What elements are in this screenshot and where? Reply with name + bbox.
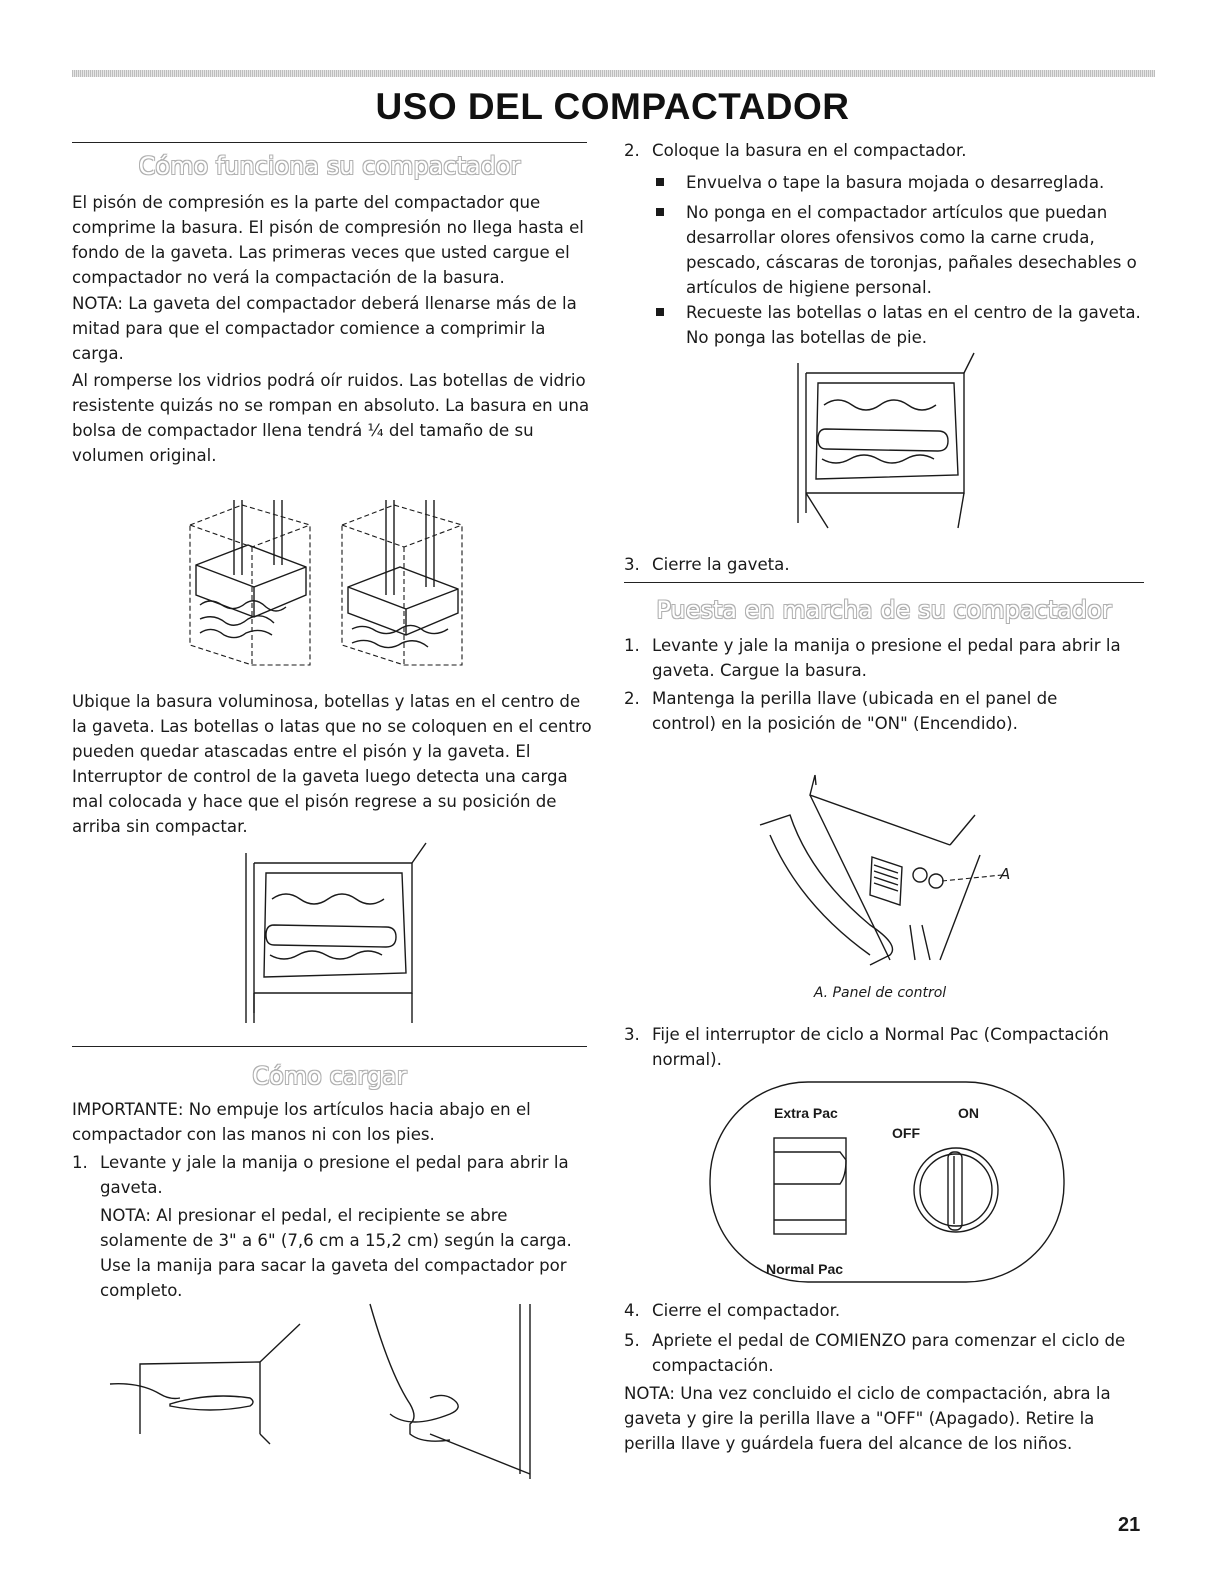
section-heading-how-it-works: Cómo funciona su compactador bbox=[138, 152, 521, 180]
step-text: Cierre el compactador. bbox=[652, 1301, 841, 1320]
bullet-text: Envuelva o tape la basura mojada o desarreglada. bbox=[686, 173, 1105, 192]
step-number: 5. bbox=[624, 1331, 640, 1350]
step-text: Coloque la basura en el compactador. bbox=[652, 141, 967, 160]
step-item bbox=[624, 1298, 1144, 1323]
paragraph: Al romperse los vidrios podrá oír ruidos. Las botellas de vidrio resistente quizás no se rompan en absoluto. La basura en una bolsa de compactador llena tendrá ¼ del tamaño de su volumen original. bbox=[72, 371, 590, 465]
compression-ram-illustration bbox=[182, 495, 482, 675]
paragraph-note: NOTA: La gaveta del compactador deberá llenarse más de la mitad para que el compactador comience a comprimir la carga. bbox=[72, 294, 577, 363]
page-title: USO DEL COMPACTADOR bbox=[375, 86, 850, 127]
step-number: 1. bbox=[624, 636, 640, 655]
callout-label-a: A bbox=[1000, 865, 1011, 883]
step-text: Levante y jale la manija o presione el pedal para abrir la gaveta. bbox=[100, 1153, 569, 1197]
control-panel-illustration bbox=[750, 775, 1030, 965]
loaded-drawer-illustration bbox=[236, 843, 436, 1028]
step-number: 2. bbox=[624, 141, 640, 160]
step-text: Apriete el pedal de COMIENZO para comenzar el ciclo de compactación. bbox=[652, 1331, 1126, 1375]
step-text: Fije el interruptor de ciclo a Normal Pac (Compactación normal). bbox=[652, 1025, 1109, 1069]
step-text: Mantenga la perilla llave (ubicada en el panel de control) en la posición de "ON" (Encendido). bbox=[652, 689, 1058, 733]
step-item bbox=[624, 1328, 1144, 1378]
step-item bbox=[624, 633, 1144, 683]
section-heading-start-compactor: Puesta en marcha de su compactador bbox=[656, 596, 1112, 624]
figure-caption: A. Panel de control bbox=[813, 985, 947, 1001]
bullet-item bbox=[656, 300, 1146, 350]
bullet-text: No ponga en el compactador artículos que puedan desarrollar olores ofensivos como la carne cruda, pescado, cáscaras de toronjas, pañales desechables o artículos de higiene personal. bbox=[686, 203, 1137, 297]
section-divider bbox=[624, 582, 1144, 583]
open-drawer-illustration bbox=[110, 1304, 550, 1484]
panel-outline bbox=[710, 1082, 1064, 1282]
step-item bbox=[72, 1150, 592, 1200]
step-text: Levante y jale la manija o presione el pedal para abrir la gaveta. Cargue la basura. bbox=[652, 636, 1121, 680]
paragraph-note: NOTA: Al presionar el pedal, el recipiente se abre solamente de 3" a 6" (7,6 cm a 15,2 cm) según la carga. Use la manija para sacar la gaveta del compactador por completo. bbox=[100, 1206, 572, 1300]
step-number: 3. bbox=[624, 1025, 640, 1044]
paragraph-note: NOTA: Una vez concluido el ciclo de compactación, abra la gaveta y gire la perilla llave a "OFF" (Apagado). Retire la perilla llave y guárdela fuera del alcance de los niños. bbox=[624, 1384, 1111, 1453]
step-number: 4. bbox=[624, 1301, 640, 1320]
label-normal-pac: Normal Pac bbox=[766, 1261, 844, 1277]
step-item bbox=[624, 552, 1144, 577]
label-extra-pac: Extra Pac bbox=[774, 1105, 838, 1121]
paragraph-important: IMPORTANTE: No empuje los artículos hacia abajo en el compactador con las manos ni con los pies. bbox=[72, 1100, 531, 1144]
bullet-text: Recueste las botellas o latas en el centro de la gaveta. No ponga las botellas de pie. bbox=[686, 303, 1141, 347]
top-decorative-bar bbox=[72, 70, 1155, 77]
bullet-item bbox=[656, 200, 1146, 300]
step-number: 3. bbox=[624, 555, 640, 574]
step-item bbox=[624, 138, 1144, 163]
step-number: 2. bbox=[624, 689, 640, 708]
bullet-marker bbox=[656, 308, 664, 316]
section-divider bbox=[72, 1046, 587, 1047]
bullet-item bbox=[656, 170, 1146, 195]
paragraph: El pisón de compresión es la parte del compactador que comprime la basura. El pisón de compresión no llega hasta el fondo de la gaveta. Las primeras veces que usted cargue el compactador no verá la compactación de la basura. bbox=[72, 193, 584, 287]
section-heading-how-to-load: Cómo cargar bbox=[252, 1062, 407, 1090]
label-on: ON bbox=[958, 1105, 979, 1121]
loaded-drawer-illustration bbox=[788, 353, 988, 533]
step-item bbox=[624, 686, 1144, 736]
bullet-marker bbox=[656, 178, 664, 186]
ram-diagram-left bbox=[190, 500, 310, 665]
bullet-marker bbox=[656, 208, 664, 216]
ram-diagram-right bbox=[342, 500, 462, 665]
key-knob bbox=[914, 1148, 998, 1232]
step-text: Cierre la gaveta. bbox=[652, 555, 790, 574]
page-number: 21 bbox=[1118, 1514, 1141, 1536]
cycle-switch-panel-illustration bbox=[708, 1080, 1068, 1285]
paragraph: Ubique la basura voluminosa, botellas y latas en el centro de la gaveta. Las botellas o latas que no se coloquen en el centro pueden quedar atascadas entre el pisón y la gaveta. El Interruptor de control de la gaveta luego detecta una carga mal colocada y hace que el pisón regrese a su posición de arriba sin compactar. bbox=[72, 692, 592, 836]
label-off: OFF bbox=[892, 1125, 920, 1141]
step-number: 1. bbox=[72, 1153, 88, 1172]
section-divider bbox=[72, 142, 587, 143]
step-item bbox=[624, 1022, 1144, 1072]
